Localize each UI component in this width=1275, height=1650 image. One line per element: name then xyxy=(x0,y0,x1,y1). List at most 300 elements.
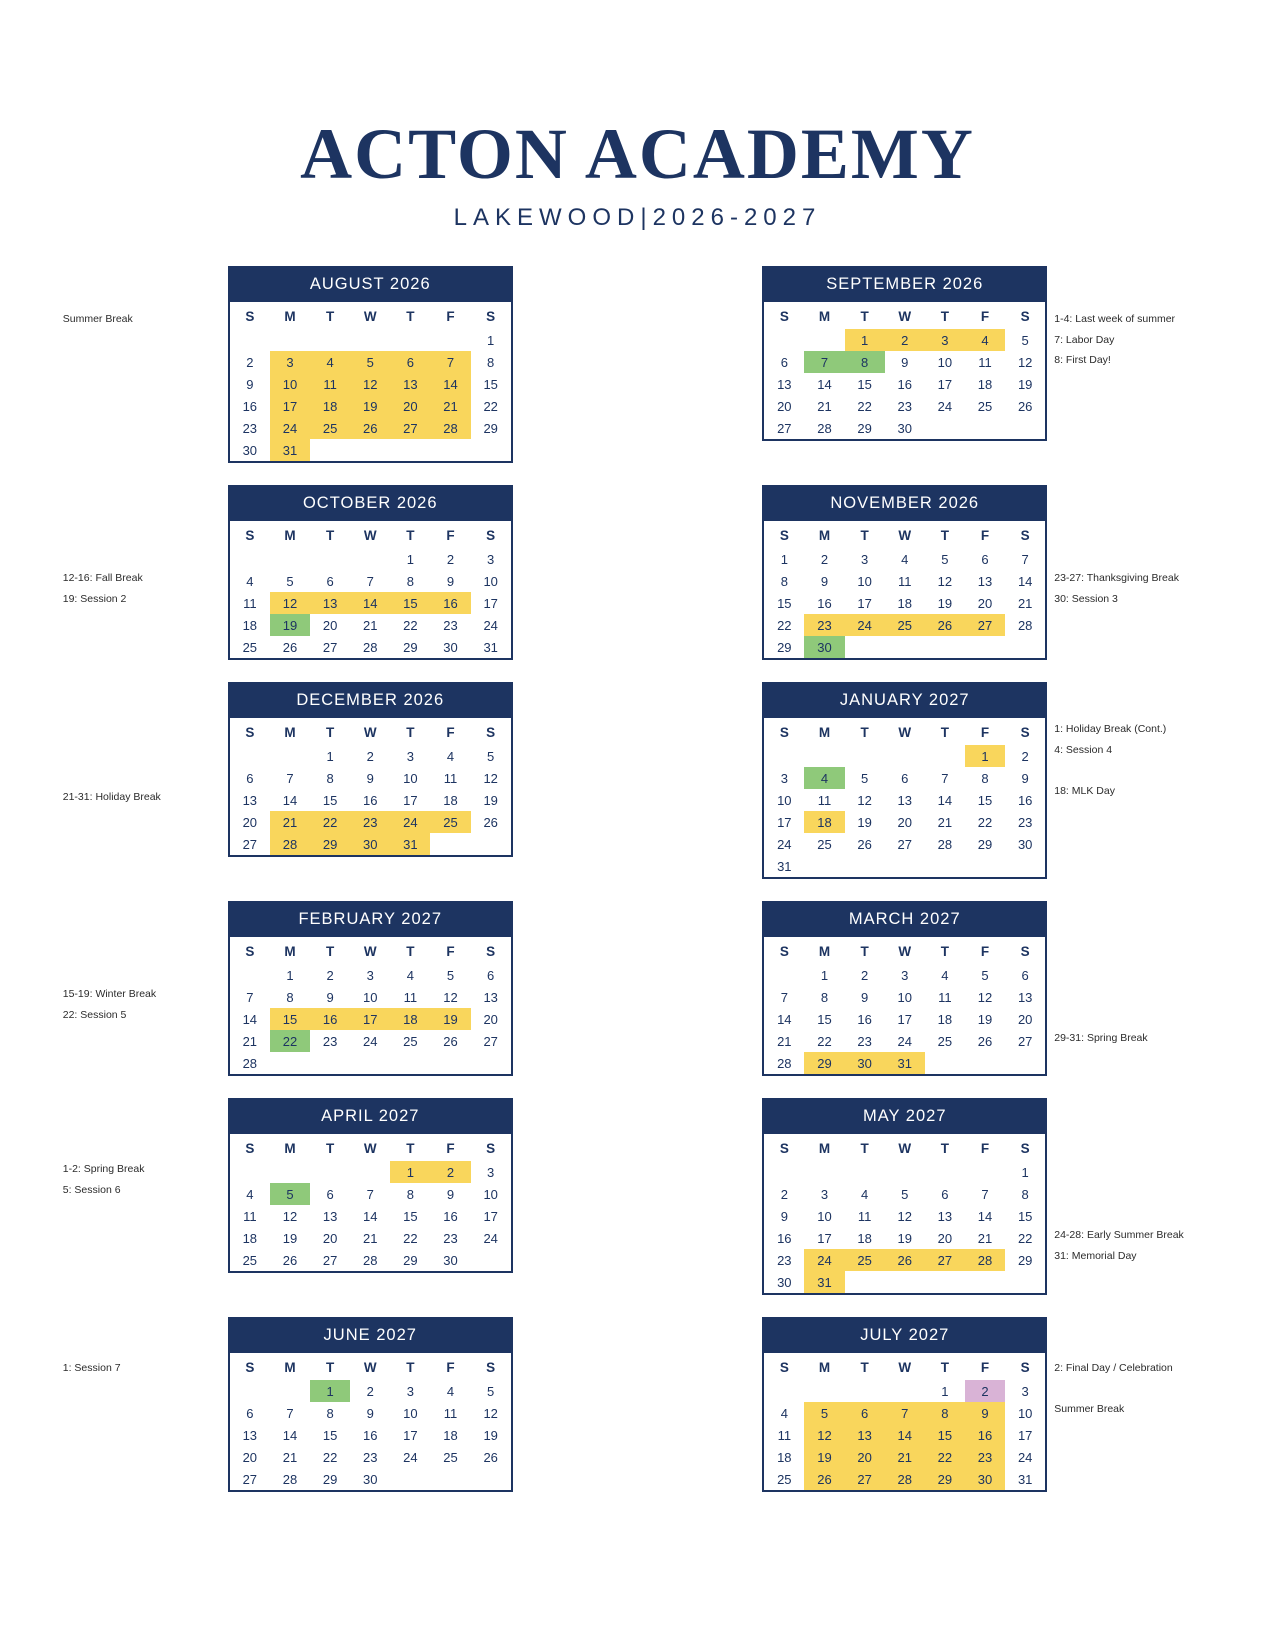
day-cell: 27 xyxy=(925,1249,965,1271)
empty-day-cell xyxy=(764,745,804,767)
day-cell: 6 xyxy=(326,1186,334,1202)
day-cell: 3 xyxy=(925,329,965,351)
weekday-label: M xyxy=(284,1360,296,1375)
day-cell: 9 xyxy=(326,989,334,1005)
day-cell: 30 xyxy=(897,420,912,436)
day-cell: 25 xyxy=(430,811,470,833)
day-cell: 15 xyxy=(483,376,498,392)
empty-day-cell xyxy=(885,1161,925,1183)
month-box xyxy=(762,1317,1047,1492)
day-cell: 13 xyxy=(937,1208,953,1224)
month-cell xyxy=(62,901,621,1076)
day-cell: 3 xyxy=(366,967,374,983)
day-cell: 18 xyxy=(390,1008,430,1030)
empty-day-cell xyxy=(390,329,430,351)
day-cell: 2 xyxy=(246,354,254,370)
week-row xyxy=(230,417,511,439)
month-cell xyxy=(62,266,621,463)
day-cell: 21 xyxy=(817,398,832,414)
weekday-header-row xyxy=(764,521,1045,548)
note-text: 7: Labor Day xyxy=(1054,333,1115,346)
day-cell: 26 xyxy=(977,1033,993,1049)
weekday-label: S xyxy=(1020,944,1030,959)
day-cell: 7 xyxy=(366,1186,374,1202)
weekday-label: T xyxy=(860,725,869,740)
day-cell: 3 xyxy=(487,1164,495,1180)
day-cell: 2 xyxy=(780,1186,788,1202)
empty-day-cell xyxy=(270,1052,310,1074)
day-cell: 24 xyxy=(390,811,430,833)
day-cell: 11 xyxy=(243,1208,257,1224)
weekday-header-row xyxy=(764,718,1045,745)
day-cell: 9 xyxy=(1021,770,1029,786)
day-cell: 18 xyxy=(242,1230,258,1246)
weekday-label: S xyxy=(486,1360,496,1375)
day-cell: 24 xyxy=(483,1230,498,1246)
weekday-label: T xyxy=(940,725,949,740)
week-row xyxy=(764,811,1045,833)
day-cell: 28 xyxy=(363,1252,378,1268)
weekday-label: F xyxy=(980,1141,990,1156)
day-cell: 4 xyxy=(965,329,1005,351)
week-row xyxy=(230,833,511,855)
day-cell: 15 xyxy=(390,592,430,614)
day-cell: 17 xyxy=(270,395,310,417)
day-cell: 31 xyxy=(390,833,430,855)
day-cell: 15 xyxy=(977,792,993,808)
week-row xyxy=(764,592,1045,614)
day-cell: 19 xyxy=(350,395,390,417)
empty-day-cell xyxy=(845,1380,885,1402)
day-cell: 16 xyxy=(965,1424,1005,1446)
day-cell: 24 xyxy=(937,398,953,414)
day-cell: 19 xyxy=(977,1011,993,1027)
day-cell: 14 xyxy=(282,1427,298,1443)
day-cell: 21 xyxy=(777,1033,792,1049)
weekday-label: T xyxy=(325,1360,335,1375)
empty-day-cell xyxy=(350,439,390,461)
day-cell: 23 xyxy=(363,1449,378,1465)
month-title: JUNE 2027 xyxy=(230,1319,511,1353)
week-row xyxy=(230,811,511,833)
day-cell: 21 xyxy=(977,1230,993,1246)
day-cell: 10 xyxy=(1017,1405,1033,1421)
day-cell: 19 xyxy=(804,1446,844,1468)
day-cell: 1 xyxy=(965,745,1005,767)
day-cell: 22 xyxy=(483,398,498,414)
month-title: SEPTEMBER 2026 xyxy=(764,268,1045,302)
empty-day-cell xyxy=(925,1271,965,1293)
month-cell xyxy=(62,485,621,660)
weekday-label: T xyxy=(325,309,335,324)
week-row xyxy=(764,1205,1045,1227)
weekday-label: S xyxy=(486,725,496,740)
weekday-label: W xyxy=(898,1141,912,1156)
day-cell: 23 xyxy=(322,1033,338,1049)
day-cell: 25 xyxy=(443,1449,458,1465)
day-cell: 30 xyxy=(443,639,458,655)
empty-day-cell xyxy=(390,1468,430,1490)
week-row xyxy=(230,329,511,351)
day-cell: 14 xyxy=(242,1011,258,1027)
month-title: FEBRUARY 2027 xyxy=(230,903,511,937)
day-cell: 23 xyxy=(443,617,458,633)
empty-day-cell xyxy=(350,1161,390,1183)
day-cell: 23 xyxy=(350,811,390,833)
day-cell: 7 xyxy=(246,989,254,1005)
empty-day-cell xyxy=(310,1161,350,1183)
month-cell xyxy=(62,682,621,879)
weekday-label: S xyxy=(779,725,789,740)
month-cell xyxy=(655,485,1179,660)
day-cell: 12 xyxy=(1017,354,1033,370)
month-wrapper xyxy=(762,682,1167,879)
weekday-label: M xyxy=(284,725,296,740)
day-cell: 1 xyxy=(286,967,294,983)
day-cell: 25 xyxy=(845,1249,885,1271)
day-cell: 2 xyxy=(430,1161,470,1183)
day-cell: 13 xyxy=(845,1424,885,1446)
day-cell: 17 xyxy=(897,1011,912,1027)
month-cell xyxy=(655,1317,1173,1492)
day-cell: 20 xyxy=(777,398,792,414)
weekday-label: F xyxy=(980,309,990,324)
week-row xyxy=(230,1227,511,1249)
day-cell: 9 xyxy=(446,573,455,589)
empty-day-cell xyxy=(925,745,965,767)
month-table xyxy=(230,1353,511,1490)
weekday-label: S xyxy=(1020,309,1030,324)
day-cell: 23 xyxy=(777,1252,792,1268)
month-table xyxy=(764,1134,1045,1293)
weekday-label: M xyxy=(284,309,296,324)
day-cell: 21 xyxy=(430,395,470,417)
weekday-label: F xyxy=(446,1141,455,1156)
day-cell: 28 xyxy=(242,1055,258,1071)
day-cell: 24 xyxy=(777,836,792,852)
empty-day-cell xyxy=(965,636,1005,658)
day-cell: 27 xyxy=(483,1033,498,1049)
note-text: 1: Holiday Break (Cont.) xyxy=(1054,723,1167,735)
month-cell xyxy=(62,1098,621,1295)
day-cell: 5 xyxy=(446,967,455,983)
empty-day-cell xyxy=(845,1161,885,1183)
day-cell: 1 xyxy=(941,1383,949,1399)
week-row xyxy=(764,1052,1045,1074)
month-table xyxy=(230,937,511,1074)
week-row xyxy=(764,395,1045,417)
month-box xyxy=(228,901,513,1076)
day-cell: 29 xyxy=(1017,1252,1033,1268)
empty-day-cell xyxy=(471,1052,511,1074)
empty-day-cell xyxy=(430,1052,470,1074)
day-cell: 1 xyxy=(326,748,334,764)
week-row xyxy=(230,1424,511,1446)
day-cell: 26 xyxy=(483,814,498,830)
page-subtitle: LAKEWOOD|2026-2027 xyxy=(453,204,822,231)
month-wrapper xyxy=(62,1098,513,1273)
day-cell: 15 xyxy=(817,1011,832,1027)
month-table xyxy=(764,302,1045,439)
day-cell: 1 xyxy=(390,1161,430,1183)
day-cell: 31 xyxy=(885,1052,925,1074)
day-cell: 18 xyxy=(777,1449,792,1465)
day-cell: 15 xyxy=(857,376,872,392)
day-cell: 11 xyxy=(777,1427,792,1443)
day-cell: 2 xyxy=(1021,748,1029,764)
day-cell: 16 xyxy=(897,376,912,392)
day-cell: 20 xyxy=(242,814,258,830)
day-cell: 27 xyxy=(1017,1033,1033,1049)
month-table xyxy=(230,302,511,461)
month-box xyxy=(762,682,1047,879)
day-cell: 17 xyxy=(350,1008,390,1030)
day-cell: 3 xyxy=(487,551,495,567)
month-wrapper xyxy=(62,1317,513,1492)
day-cell: 13 xyxy=(977,573,993,589)
week-row xyxy=(764,614,1045,636)
week-row xyxy=(764,855,1045,877)
day-cell: 15 xyxy=(270,1008,310,1030)
empty-day-cell xyxy=(270,745,310,767)
day-cell: 26 xyxy=(443,1033,458,1049)
day-cell: 27 xyxy=(965,614,1005,636)
day-cell: 16 xyxy=(443,1208,458,1224)
note-text: 18: MLK Day xyxy=(1054,784,1115,797)
day-cell: 12 xyxy=(443,989,458,1005)
day-cell: 26 xyxy=(282,1252,298,1268)
month-notes-left xyxy=(63,1363,223,1384)
month-box xyxy=(762,485,1047,660)
day-cell: 3 xyxy=(406,1383,414,1399)
day-cell: 20 xyxy=(242,1449,258,1465)
weekday-label: F xyxy=(980,528,990,543)
weekday-label: W xyxy=(898,309,912,324)
week-row xyxy=(764,1008,1045,1030)
day-cell: 22 xyxy=(1017,1230,1033,1246)
month-wrapper xyxy=(762,1317,1173,1492)
month-notes-left xyxy=(63,314,223,335)
day-cell: 4 xyxy=(804,767,844,789)
note-text: 4: Session 4 xyxy=(1054,743,1113,756)
weekday-label: S xyxy=(779,309,789,324)
day-cell: 6 xyxy=(246,1405,254,1421)
day-cell: 2 xyxy=(860,967,869,983)
weekday-label: W xyxy=(363,725,377,740)
day-cell: 12 xyxy=(857,792,872,808)
day-cell: 18 xyxy=(977,376,993,392)
weekday-label: S xyxy=(245,1360,255,1375)
day-cell: 1 xyxy=(780,551,788,567)
week-row xyxy=(230,767,511,789)
day-cell: 6 xyxy=(1021,967,1029,983)
day-cell: 30 xyxy=(804,636,844,658)
weekday-label: T xyxy=(940,1360,949,1375)
day-cell: 16 xyxy=(1017,792,1033,808)
month-title: NOVEMBER 2026 xyxy=(764,487,1045,521)
day-cell: 29 xyxy=(777,639,792,655)
day-cell: 29 xyxy=(483,420,498,436)
day-cell: 6 xyxy=(941,1186,949,1202)
day-cell: 7 xyxy=(941,770,949,786)
weekday-label: T xyxy=(406,309,415,324)
day-cell: 8 xyxy=(406,1186,414,1202)
empty-day-cell xyxy=(350,1052,390,1074)
week-row xyxy=(230,439,511,461)
day-cell: 25 xyxy=(310,417,350,439)
day-cell: 11 xyxy=(978,354,992,370)
day-cell: 18 xyxy=(443,1427,458,1443)
day-cell: 29 xyxy=(310,833,350,855)
weekday-label: T xyxy=(940,309,949,324)
empty-day-cell xyxy=(885,1380,925,1402)
day-cell: 10 xyxy=(483,1186,498,1202)
day-cell: 5 xyxy=(286,573,294,589)
week-row xyxy=(764,1249,1045,1271)
month-wrapper xyxy=(62,485,513,660)
day-cell: 17 xyxy=(483,595,498,611)
note-text: 1-2: Spring Break xyxy=(62,1163,145,1175)
empty-day-cell xyxy=(764,1380,804,1402)
week-row xyxy=(764,1424,1045,1446)
day-cell: 28 xyxy=(777,1055,792,1071)
day-cell: 14 xyxy=(282,792,298,808)
weekday-label: T xyxy=(860,309,869,324)
day-cell: 9 xyxy=(901,354,909,370)
day-cell: 10 xyxy=(857,573,872,589)
day-cell: 31 xyxy=(804,1271,844,1293)
day-cell: 30 xyxy=(242,442,258,458)
empty-day-cell xyxy=(270,548,310,570)
month-wrapper xyxy=(62,266,513,463)
weekday-label: S xyxy=(1020,528,1030,543)
day-cell: 24 xyxy=(897,1033,912,1049)
day-cell: 10 xyxy=(403,1405,418,1421)
month-wrapper xyxy=(762,901,1148,1076)
month-wrapper xyxy=(762,1098,1184,1295)
day-cell: 11 xyxy=(243,595,257,611)
day-cell: 30 xyxy=(965,1468,1005,1490)
day-cell: 1 xyxy=(845,329,885,351)
day-cell: 7 xyxy=(286,770,294,786)
day-cell: 20 xyxy=(1017,1011,1033,1027)
day-cell: 20 xyxy=(390,395,430,417)
empty-day-cell xyxy=(804,745,844,767)
month-cell xyxy=(62,1317,621,1492)
weekday-label: F xyxy=(446,1360,455,1375)
weekday-header-row xyxy=(230,718,511,745)
day-cell: 26 xyxy=(857,836,872,852)
note-text: Summer Break xyxy=(62,313,133,325)
day-cell: 8 xyxy=(925,1402,965,1424)
day-cell: 25 xyxy=(817,836,832,852)
day-cell: 23 xyxy=(443,1230,458,1246)
day-cell: 11 xyxy=(403,989,418,1005)
day-cell: 9 xyxy=(446,1186,455,1202)
day-cell: 10 xyxy=(777,792,792,808)
day-cell: 29 xyxy=(403,1252,418,1268)
week-row xyxy=(230,745,511,767)
day-cell: 27 xyxy=(242,1471,258,1487)
month-notes-right xyxy=(1054,314,1229,376)
week-row xyxy=(764,417,1045,439)
day-cell: 24 xyxy=(363,1033,378,1049)
day-cell: 26 xyxy=(1017,398,1033,414)
day-cell: 2 xyxy=(366,748,374,764)
day-cell: 28 xyxy=(937,836,953,852)
weekday-label: F xyxy=(980,944,990,959)
empty-day-cell xyxy=(885,1271,925,1293)
day-cell: 5 xyxy=(270,1183,310,1205)
day-cell: 26 xyxy=(483,1449,498,1465)
week-row xyxy=(230,964,511,986)
calendar-grid xyxy=(0,266,1275,1492)
day-cell: 22 xyxy=(310,811,350,833)
weekday-label: S xyxy=(779,944,789,959)
month-notes-right xyxy=(1054,1363,1229,1425)
day-cell: 7 xyxy=(885,1402,925,1424)
day-cell: 6 xyxy=(981,551,989,567)
day-cell: 29 xyxy=(403,639,418,655)
weekday-label: S xyxy=(1020,1360,1030,1375)
day-cell: 19 xyxy=(1017,376,1033,392)
day-cell: 2 xyxy=(965,1380,1005,1402)
day-cell: 28 xyxy=(363,639,378,655)
empty-day-cell xyxy=(430,1468,470,1490)
week-row xyxy=(230,1008,511,1030)
day-cell: 6 xyxy=(901,770,909,786)
day-cell: 25 xyxy=(242,639,258,655)
weekday-label: W xyxy=(363,1141,377,1156)
day-cell: 22 xyxy=(857,398,872,414)
day-cell: 4 xyxy=(406,967,414,983)
month-table xyxy=(764,718,1045,877)
day-cell: 2 xyxy=(820,551,829,567)
weekday-label: T xyxy=(940,528,949,543)
weekday-label: W xyxy=(898,944,912,959)
day-cell: 18 xyxy=(804,811,844,833)
day-cell: 4 xyxy=(446,1383,455,1399)
day-cell: 19 xyxy=(282,1230,298,1246)
month-box xyxy=(228,682,513,857)
week-row xyxy=(230,1249,511,1271)
day-cell: 27 xyxy=(845,1468,885,1490)
empty-day-cell xyxy=(390,1052,430,1074)
day-cell: 23 xyxy=(242,420,258,436)
day-cell: 28 xyxy=(885,1468,925,1490)
day-cell: 26 xyxy=(885,1249,925,1271)
weekday-label: S xyxy=(1020,725,1030,740)
weekday-label: M xyxy=(818,309,831,324)
weekday-header-row xyxy=(764,1134,1045,1161)
note-text: 31: Memorial Day xyxy=(1054,1249,1137,1262)
empty-day-cell xyxy=(310,548,350,570)
weekday-header-row xyxy=(230,937,511,964)
empty-day-cell xyxy=(230,745,270,767)
day-cell: 22 xyxy=(270,1030,310,1052)
day-cell: 9 xyxy=(366,1405,374,1421)
empty-day-cell xyxy=(1005,855,1045,877)
weekday-label: W xyxy=(898,1360,912,1375)
day-cell: 10 xyxy=(403,770,418,786)
month-notes-right xyxy=(1054,1230,1229,1271)
month-wrapper xyxy=(62,682,513,857)
weekday-label: S xyxy=(245,528,255,543)
weekday-label: S xyxy=(486,944,496,959)
day-cell: 24 xyxy=(804,1249,844,1271)
day-cell: 25 xyxy=(777,1471,792,1487)
weekday-label: S xyxy=(245,309,255,324)
